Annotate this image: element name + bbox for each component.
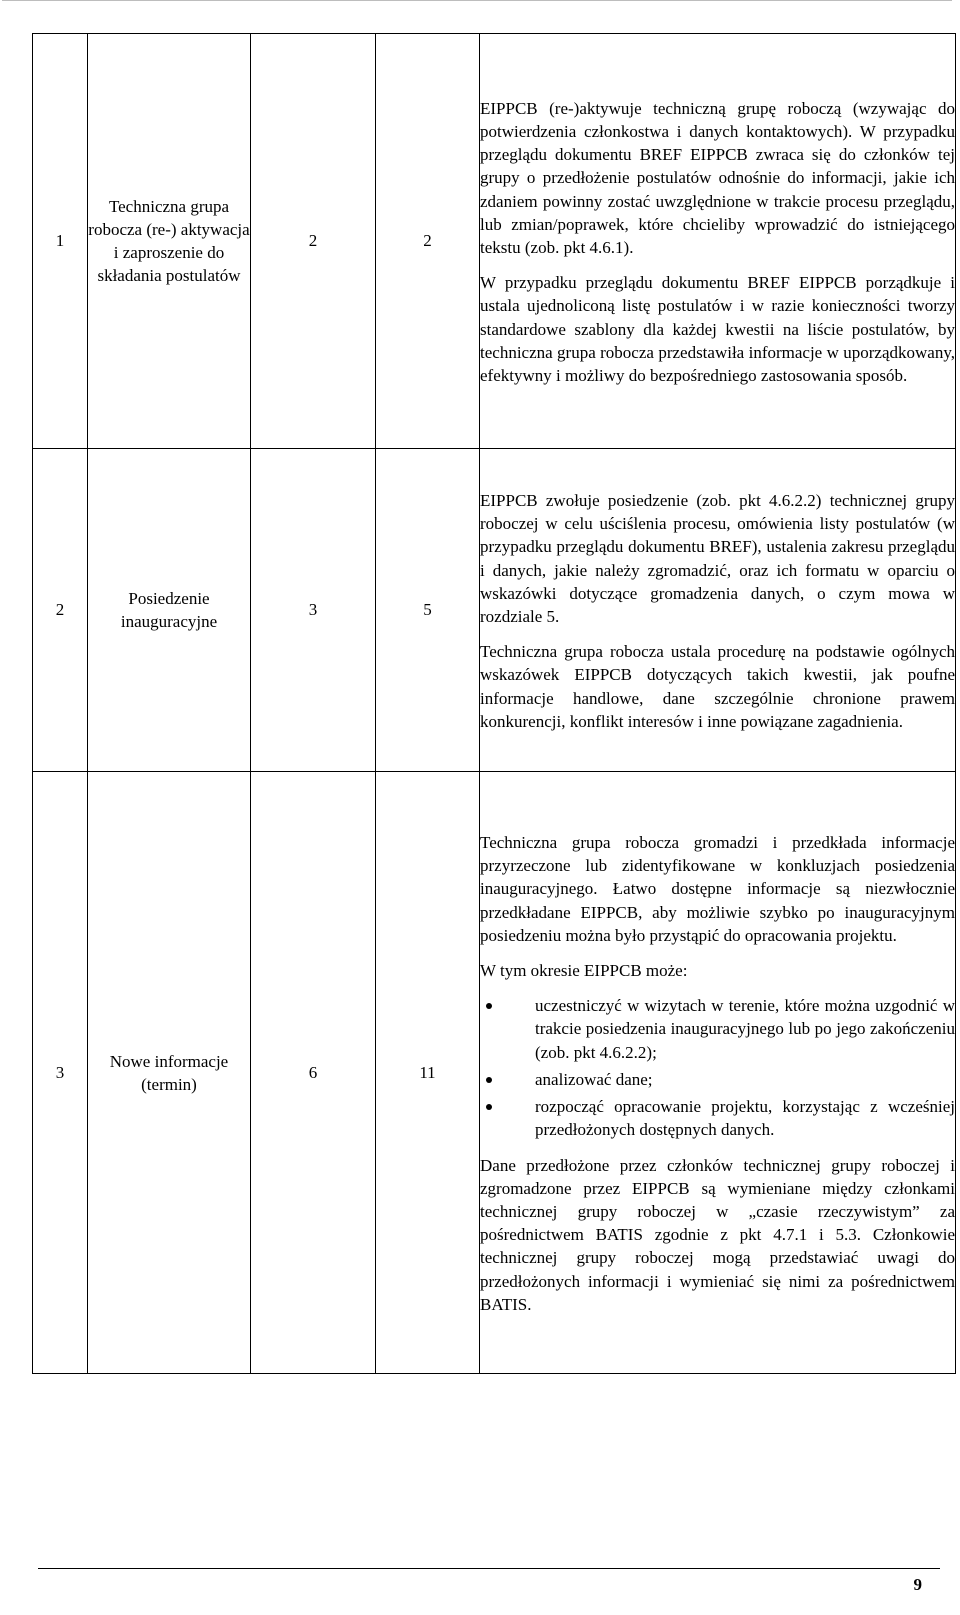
list-item-text: analizować dane; bbox=[535, 1069, 653, 1089]
bullet-icon bbox=[486, 1104, 492, 1110]
row-number: 2 bbox=[33, 449, 88, 772]
stage-duration-max: 11 bbox=[376, 772, 480, 1374]
description-paragraph: Techniczna grupa robocza gromadzi i przedkłada informacje przyrzeczone lub zidentyfikowane w konkluzjach posiedzenia inauguracyjnego. Łatwo dostępne informacje są niezwłocznie przedkładane EIPPCB, aby możliwie szybko po inauguracyjnym posiedzeniu można było przystąpić do opracowania projektu. bbox=[480, 833, 955, 945]
description-paragraph: W tym okresie EIPPCB może: bbox=[480, 961, 688, 981]
list-item bbox=[480, 994, 955, 1064]
stage-duration-min: 2 bbox=[251, 34, 376, 449]
table-row bbox=[33, 449, 956, 772]
page-number: 9 bbox=[913, 1575, 922, 1594]
bullet-icon bbox=[486, 1003, 492, 1009]
bullet-icon bbox=[486, 1077, 492, 1083]
stage-description bbox=[480, 772, 956, 1374]
description-paragraph: W przypadku przeglądu dokumentu BREF EIPPCB porządkuje i ustala ujednoliconą listę postulatów i w razie konieczności tworzy standardowe szablony dla każdej kwestii na liście postulatów, by techniczna grupa robocza przedstawiła informacje w uporządkowany, efektywny i możliwy do bezpośredniego zastosowania sposób. bbox=[480, 273, 955, 386]
procedure-table bbox=[32, 33, 956, 1374]
table-row bbox=[33, 34, 956, 449]
list-item bbox=[480, 1068, 955, 1091]
list-item-text: rozpocząć opracowanie projektu, korzystając z wcześniej przedłożonych dostępnych danych. bbox=[535, 1097, 955, 1140]
activity-list bbox=[480, 994, 955, 1141]
stage-description bbox=[480, 34, 956, 449]
footer-rule bbox=[38, 1568, 940, 1569]
list-item bbox=[480, 1095, 955, 1141]
list-item-text: uczestniczyć w wizytach w terenie, które można uzgodnić w trakcie posiedzenia inauguracyjnego lub po jego zakończeniu (zob. pkt 4.6.2.2); bbox=[535, 996, 955, 1062]
description-paragraph: Techniczna grupa robocza ustala procedurę na podstawie ogólnych wskazówek EIPPCB dotyczących takich kwestii, jak poufne informacje handlowe, dane szczególnie chronione prawem konkurencji, konflikt interesów i inne powiązane zagadnienia. bbox=[480, 642, 955, 731]
stage-duration-min: 3 bbox=[251, 449, 376, 772]
stage-title: Posiedzenie inauguracyjne bbox=[88, 449, 251, 772]
table-row bbox=[33, 772, 956, 1374]
stage-duration-max: 5 bbox=[376, 449, 480, 772]
stage-duration-max: 2 bbox=[376, 34, 480, 449]
stage-title: Techniczna grupa robocza (re-) aktywacja i zaproszenie do składania postulatów bbox=[88, 34, 251, 449]
top-rule bbox=[2, 0, 952, 1]
stage-description bbox=[480, 449, 956, 772]
row-number: 1 bbox=[33, 34, 88, 449]
description-paragraph: EIPPCB zwołuje posiedzenie (zob. pkt 4.6.2.2) technicznej grupy roboczej w celu uściślenia procesu, omówienia listy postulatów (w przypadku przeglądu dokumentu BREF), ustalenia zakresu przeglądu i danych, jakie należy zgromadzić, oraz ich formatu w oparciu o wskazówki dotyczące gromadzenia danych, o czym mowa w rozdziale 5. bbox=[480, 490, 955, 626]
row-number: 3 bbox=[33, 772, 88, 1374]
description-paragraph: EIPPCB (re-)aktywuje techniczną grupę roboczą (wzywając do potwierdzenia członkostwa i danych kontaktowych). W przypadku przeglądu dokumentu BREF EIPPCB zwraca się do członków tej grupy o przedłożenie postulatów odnośnie do informacji, jakie ich zdaniem powinny zostać uwzględnione w trakcie procesu przeglądu, lub zmian/poprawek, które chcieliby wprowadzić do istniejącego tekstu (zob. pkt 4.6.1). bbox=[480, 98, 955, 257]
description-paragraph: Dane przedłożone przez członków technicznej grupy roboczej i zgromadzone przez EIPPCB są wymieniane między członkami technicznej grupy roboczej w „czasie rzeczywistym” za pośrednictwem BATIS zgodnie z pkt 4.7.1 i 5.3. Członkowie technicznej grupy roboczej mogą przedstawiać uwagi do przedłożonych informacji i wymieniać się nimi za pośrednictwem BATIS. bbox=[480, 1155, 955, 1314]
stage-title: Nowe informacje (termin) bbox=[88, 772, 251, 1374]
stage-duration-min: 6 bbox=[251, 772, 376, 1374]
